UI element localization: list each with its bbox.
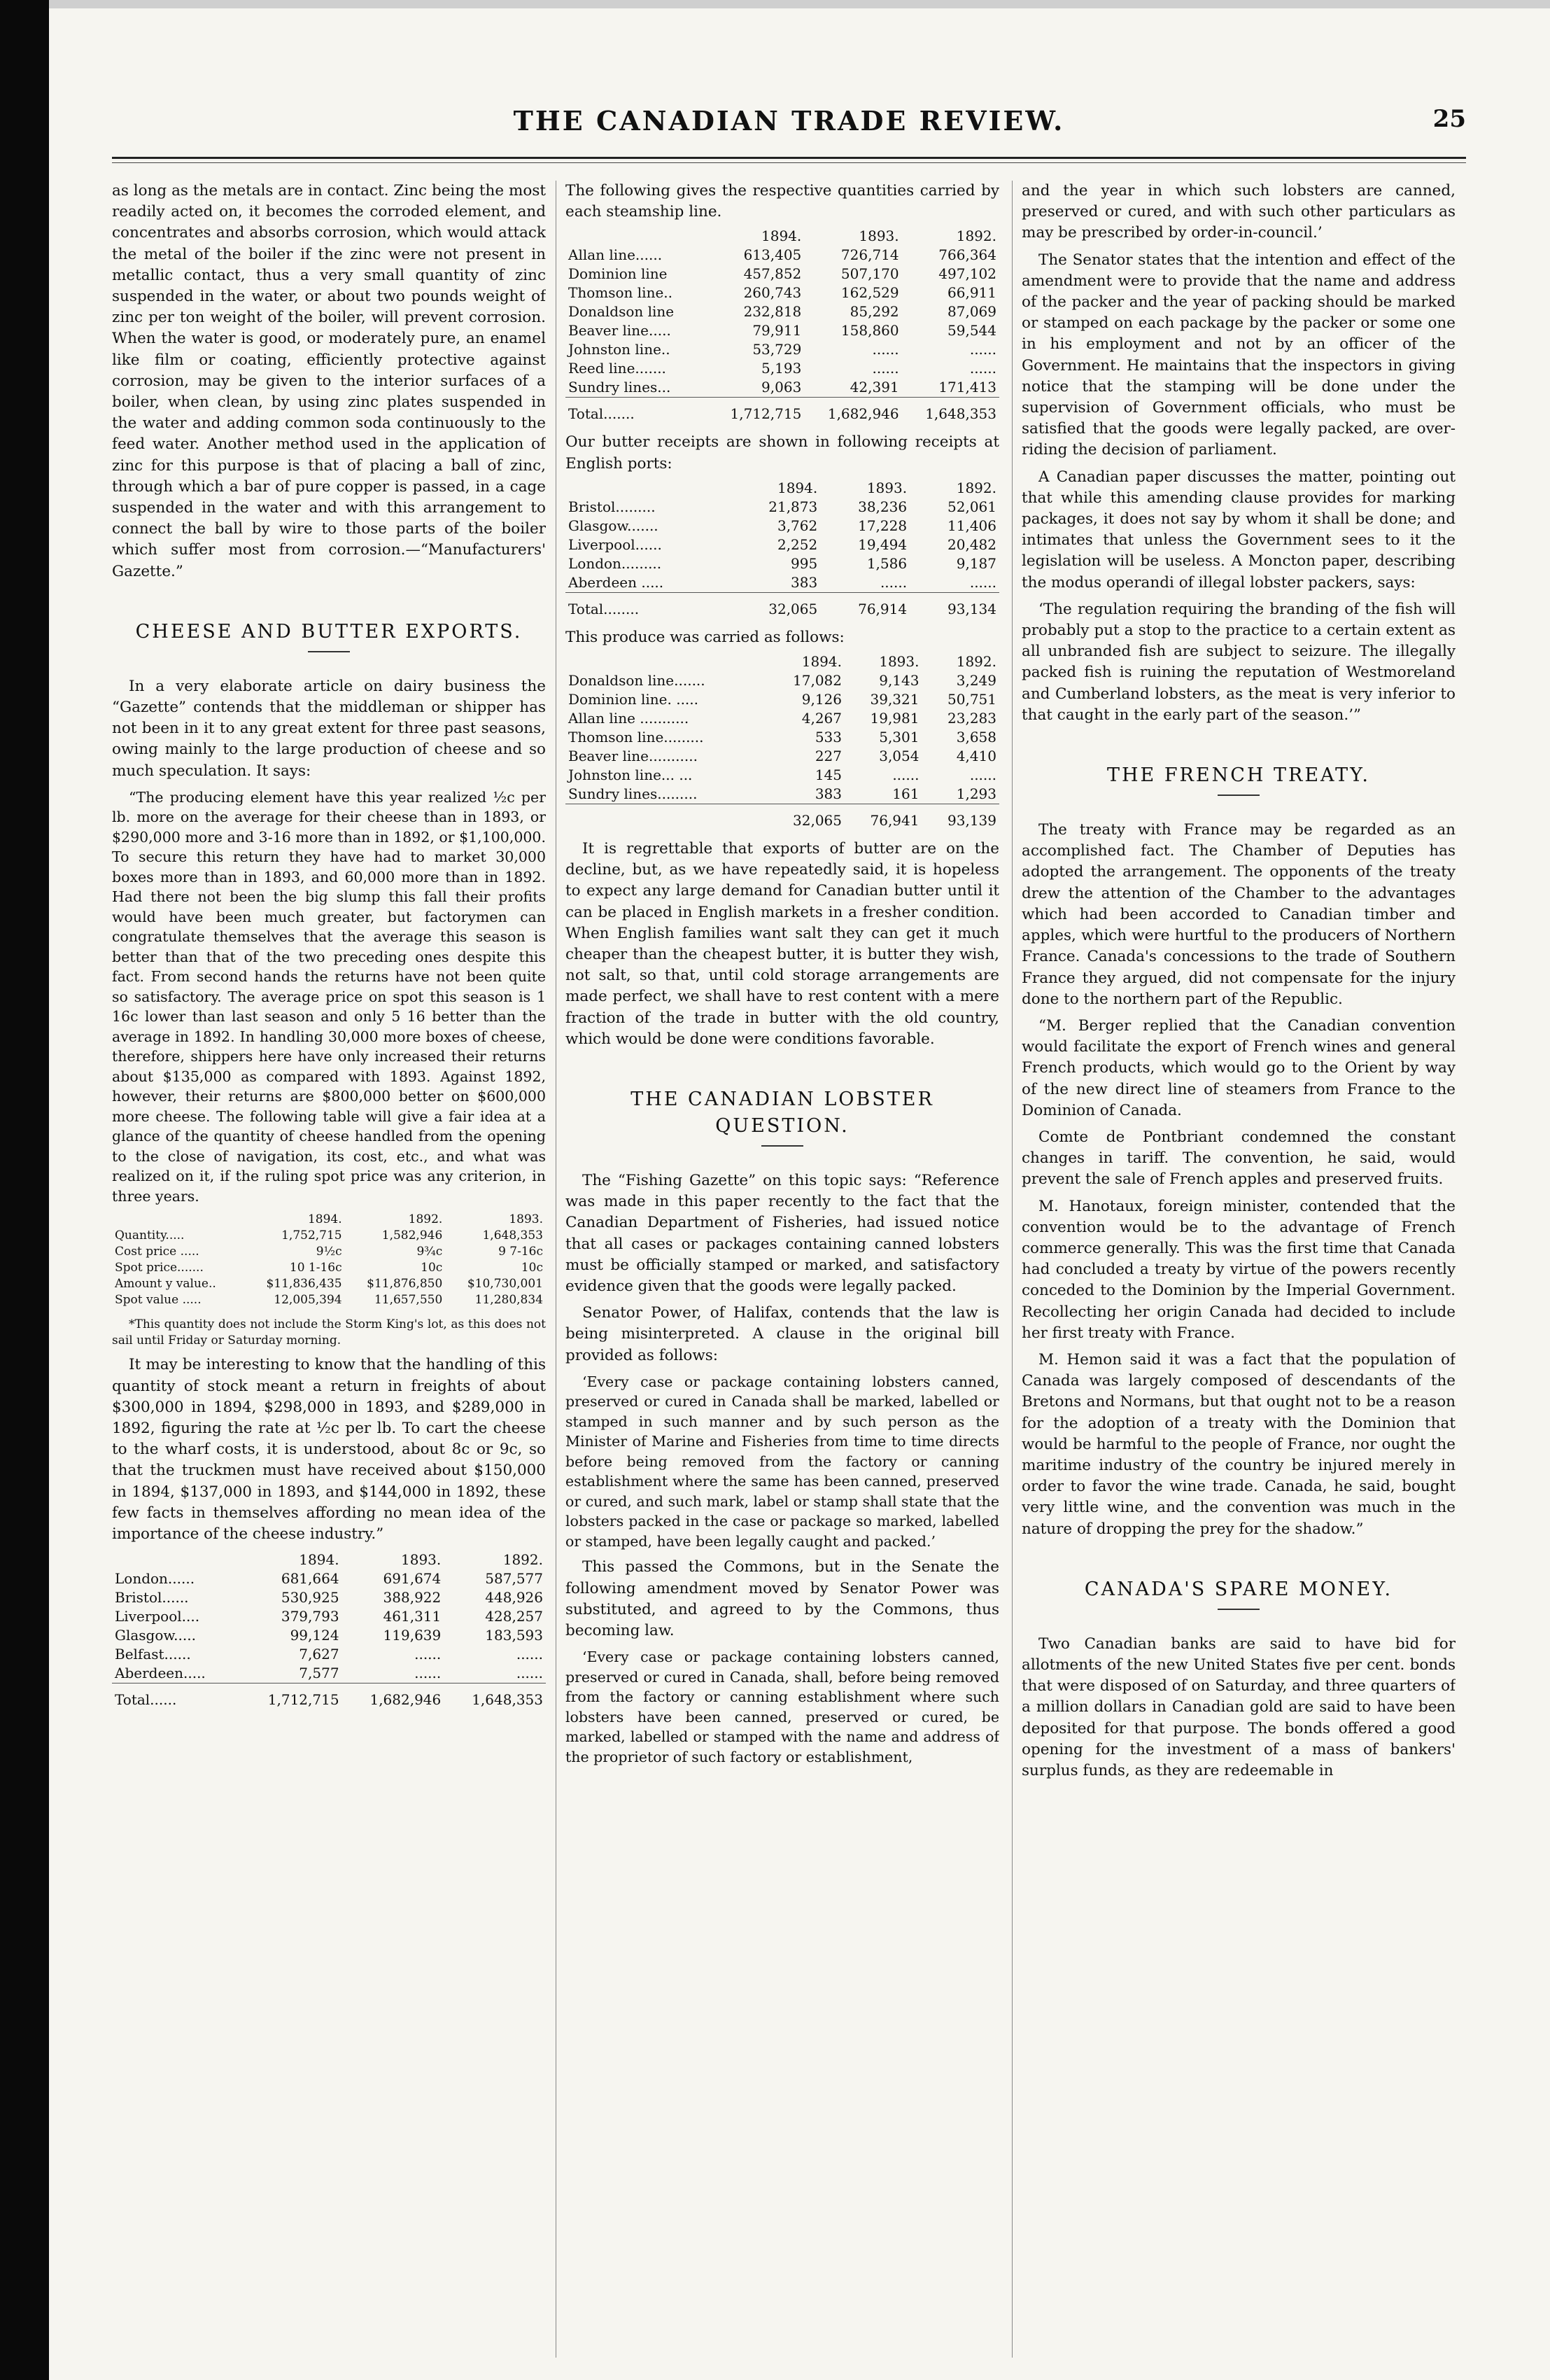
table-row: Spot value ..... 12,005,394 11,657,550 11,280,834 xyxy=(115,1293,543,1308)
table-row: Dominion line. ..... 9,126 39,321 50,751 xyxy=(568,691,996,708)
lobster-headline: THE CANADIAN LOBSTER QUESTION. xyxy=(630,1088,934,1138)
steamship-cheese-table xyxy=(565,227,999,424)
table-row: Johnston line.. 53,729 ...... ...... xyxy=(568,341,996,358)
scan-border xyxy=(0,0,49,2380)
cheese-paragraph: In a very elaborate article on dairy business the “Gazette” contends that the middleman or shipper has not been in it to any great extent for three past seasons, owing mainly to the large production of cheese and so much speculation. It says: xyxy=(112,677,546,780)
headline-dash xyxy=(761,1145,803,1147)
page-title: THE CANADIAN TRADE REVIEW. xyxy=(513,105,1065,136)
table-total-row: 32,065 76,941 93,139 xyxy=(565,804,999,831)
french-treaty-headline: THE FRENCH TREATY. xyxy=(1106,764,1371,787)
table-row: Sundry lines... 9,063 42,391 171,413 xyxy=(568,379,996,396)
table-total-row: Total....... 1,712,715 1,682,946 1,648,353 xyxy=(565,398,999,424)
table-row: Bristol......... 21,873 38,236 52,061 xyxy=(568,498,996,515)
cheese-ports-table xyxy=(112,1550,546,1709)
spare-money-paragraph: Two Canadian banks are said to have bid for allotments of the new United States five per cent. bonds that were disposed of on Saturday, and three quarters of a million dollars in Canadian gold are said to have been deposited for that purpose. The bonds offered a good opening for the investment of a mass of bankers' surplus funds, as they are redeemable in xyxy=(1022,1634,1456,1779)
column-3 xyxy=(1022,181,1456,2358)
treaty-paragraph: Comte de Pontbriant condemned the constant changes in tariff. The convention, he said, would prevent the sale of French apples and preserved fruits. xyxy=(1022,1128,1456,1189)
butter-intro: Our butter receipts are shown in following receipts at English ports: xyxy=(565,433,999,472)
lobster-paragraph: The Senator states that the intention and effect of the amendment were to provide that the name and address of the packer and the year of packing should be marked or stamped on each package by the packer or some one in his employment and not by an officer of the Government. He maintains that the inspectors in giving notice that the stamping will be done under the supervision of Government officials, who must be satisfied that the goods were legally packed, are over-riding the decision of parliament. xyxy=(1022,251,1456,459)
table-row: Johnston line... ... 145 ...... ...... xyxy=(568,766,996,784)
page-number: 25 xyxy=(1432,105,1466,133)
table-row: Quantity..... 1,752,715 1,582,946 1,648,353 xyxy=(115,1228,543,1243)
butter-paragraph: It is regrettable that exports of butter are on the decline, but, as we have repeatedly said, it is hopeless to expect any large demand for Canadian butter until it can be placed in English markets in a fresher condition. When English families want salt they can get it much cheaper than the cheapest butter, it is butter they wish, not salt, so that, until cold storage arrangements are made perfect, we shall have to rest content with a mere fraction of the trade in butter with the old country, which would be done were conditions favorable. xyxy=(565,840,999,1048)
lobster-paragraph: ‘Every case or package containing lobsters canned, preserved or cured in Canada, shall, before being removed from the factory or canning establishment where such lobsters have been canned, preserved or cured, be marked, labelled or stamped with the name and address of the proprietor of such factory or establishment, xyxy=(565,1648,999,1765)
headline-dash xyxy=(1218,1609,1260,1610)
header-rule xyxy=(112,157,1466,159)
table-row: Cost price ..... 9½c 9¾c 9 7-16c xyxy=(115,1245,543,1259)
table-row: Spot price....... 10 1-16c 10c 10c xyxy=(115,1261,543,1275)
table-row: Allan line ........... 4,267 19,981 23,283 xyxy=(568,710,996,727)
header-rule-thin xyxy=(112,162,1466,163)
lobster-paragraph: A Canadian paper discusses the matter, pointing out that while this amending clause provides for marking packages, it does not say by whom it shall be done; and intimates that unless the Government sees to it the legislation will be useless. A Moncton paper, describing the modus operandi of illegal lobster packers, says: xyxy=(1022,468,1456,592)
table-row: Beaver line..... 79,911 158,860 59,544 xyxy=(568,322,996,340)
scan-top-edge xyxy=(49,0,1550,8)
column-2 xyxy=(565,181,999,2358)
table-row: Dominion line 457,852 507,170 497,102 xyxy=(568,265,996,283)
table-row: Thomson line......... 533 5,301 3,658 xyxy=(568,729,996,746)
treaty-paragraph: M. Hanotaux, foreign minister, contended that the convention would be to the advantage of French commerce generally. This was the first time that Canada had concluded a treaty by virtue of the powers recently conceded to the Dominion by the Imperial Government. Recollecting her origin Canada had decided to include her first treaty with France. xyxy=(1022,1197,1456,1342)
table-row: Aberdeen ..... 383 ...... ...... xyxy=(568,573,996,591)
headline-dash xyxy=(308,651,350,652)
table-row: Donaldson line 232,818 85,292 87,069 xyxy=(568,303,996,321)
treaty-paragraph: The treaty with France may be regarded as an accomplished fact. The Chamber of Deputies has adopted the arrangement. The opponents of the treaty drew the attention of the Chamber to the advantages which had been accorded to Canadian timber and apples, which were hurtful to the producers of Northern France. Canada's concessions to the trade of Southern France they argued, did not compensate for the injury done to the northern part of the Republic. xyxy=(1022,821,1456,1008)
table-header-row: 1894. 1893. 1892. xyxy=(801,653,996,671)
lobster-paragraph: ‘The regulation requiring the branding of the fish will probably put a stop to the practice to a certain extent as all unbranded fish are subject to seizure. The illegally packed fish is ruining the reputation of Westmoreland and Cumberland lobsters, as the meat is very inferior to that caught in the early part of the season.’” xyxy=(1022,600,1456,724)
lobster-paragraph: The “Fishing Gazette” on this topic says: “Reference was made in this paper recently to the fact that the Canadian Department of Fisheries, had issued notice that all cases or packages containing canned lobsters must be officially stamped or marked, and satisfactory evidence given that the goods were legally packed. xyxy=(565,1172,999,1296)
treaty-paragraph: M. Hemon said it was a fact that the population of Canada was largely composed of descendants of the Bretons and Normans, but that ought not to be a reason for the adoption of a treaty with the Dominion that would be harmful to the people of France, nor ought the maritime industry of the country be injured merely in order to favor the wine trade. Canada, he said, bought very little wine, and the convention was much in the nature of dropping the prey for the shadow.” xyxy=(1022,1350,1456,1538)
table-footnote: *This quantity does not include the Storm King's lot, as this does not sail until Friday or Saturday morning. xyxy=(112,1317,546,1348)
zinc-paragraph: as long as the metals are in contact. Zinc being the most readily acted on, it becomes the corroded element, and concentrates and absorbs corrosion, which would attack the metal of the boiler if the zinc were not present in metallic contact, thus a very small quantity of zinc suspended in the water, or about two pounds weight of zinc per ton weight of the boiler, will prevent corrosion. When the water is good, or moderately pure, an enamel like film or coating, efficiently protective against corrosion, may be given to the interior surfaces of a boiler, when clean, by using zinc plates suspended in the water and adding common soda continuously to the feed water. Another method used in the application of zinc for this purpose is that of placing a ball of zinc, through which a bar of pure copper is passed, in a cage suspended in the water and with this arrangement to connect the ball by wire to those parts of the boiler which suffer most from corrosion.—“Manufacturers' Gazette.” xyxy=(112,182,546,580)
table-row: Aberdeen..... 7,577 ...... ...... xyxy=(115,1665,543,1682)
column-1 xyxy=(112,181,546,2358)
butter-lines-table xyxy=(565,652,999,830)
butter-ports-table xyxy=(565,479,999,619)
steamship-intro: The following gives the respective quantities carried by each steamship line. xyxy=(565,182,999,221)
table-row: Reed line....... 5,193 ...... ...... xyxy=(568,360,996,377)
spare-money-headline: CANADA'S SPARE MONEY. xyxy=(1084,1578,1393,1600)
butter-carried-intro: This produce was carried as follows: xyxy=(565,628,845,646)
page-header xyxy=(112,98,1466,154)
table-row: Glasgow..... 99,124 119,639 183,593 xyxy=(115,1627,543,1644)
table-row: Bristol...... 530,925 388,922 448,926 xyxy=(115,1589,543,1606)
table-row: Glasgow....... 3,762 17,228 11,406 xyxy=(568,517,996,534)
table-header-row: 1894. 1892. 1893. xyxy=(307,1212,543,1227)
table-row: Liverpool.... 379,793 461,311 428,257 xyxy=(115,1608,543,1625)
headline-dash xyxy=(1218,794,1260,796)
table-row: Beaver line........... 227 3,054 4,410 xyxy=(568,748,996,765)
table-row: Amount y value.. $11,836,435 $11,876,850 $10,730,001 xyxy=(115,1277,543,1292)
table-row: Liverpool...... 2,252 19,494 20,482 xyxy=(568,536,996,553)
table-row: Donaldson line....... 17,082 9,143 3,249 xyxy=(568,672,996,690)
cheese-value-table xyxy=(112,1212,546,1308)
table-header-row: 1894. 1893. 1892. xyxy=(761,227,996,245)
table-row: London......... 995 1,586 9,187 xyxy=(568,554,996,572)
table-total-row: Total........ 32,065 76,914 93,134 xyxy=(565,592,999,619)
columns xyxy=(112,181,1466,2358)
table-total-row: Total...... 1,712,715 1,682,946 1,648,353 xyxy=(112,1684,546,1710)
table-row: Belfast...... 7,627 ...... ...... xyxy=(115,1646,543,1663)
lobster-paragraph: ‘Every case or package containing lobsters canned, preserved or cured in Canada shall be marked, labelled or stamped in such manner and by such person as the Minister of Marine and Fisheries from time to time directs before being removed from the factory or canning establishment where the same has been canned, preserved or cured, and such mark, label or stamp shall state that the lobsters packed in the case or package so marked, labelled or stamped, have been legally caught and packed.’ xyxy=(565,1373,999,1550)
lobster-paragraph: and the year in which such lobsters are canned, preserved or cured, and with such other particulars as may be prescribed by order-in-council.’ xyxy=(1022,182,1456,242)
lobster-paragraph: Senator Power, of Halifax, contends that the law is being misinterpreted. A clause in the original bill provided as follows: xyxy=(565,1304,999,1364)
table-row: Thomson line.. 260,743 162,529 66,911 xyxy=(568,284,996,302)
treaty-paragraph: “M. Berger replied that the Canadian convention would facilitate the export of French wines and general French products, which would go to the Orient by way of the new direct line of steamers from France to the Dominion of Canada. xyxy=(1022,1016,1456,1119)
column-divider xyxy=(1012,181,1013,2358)
lobster-paragraph: This passed the Commons, but in the Senate the following amendment moved by Senator Power was substituted, and agreed to by the Commons, thus becoming law. xyxy=(565,1558,999,1639)
cheese-quote-paragraph: “The producing element have this year realized ½c per lb. more on the average for their cheese than in 1893, or $290,000 more and 3-16 more than in 1892, or $1,100,000. To secure this return they have had to market 30,000 boxes more than in 1893, and 60,000 more than in 1892. Had there not been the big slump this fall their profits would have been much greater, but factorymen can congratulate themselves that the average this season is better than that of the two preceding ones despite this fact. From second hands the returns have not been quite so satisfactory. The average price on spot this season is 1 16c lower than last season and only 5 16 better than the average in 1892. In handling 30,000 more boxes of cheese, therefore, shippers here have only increased their returns about $135,000 as compared with 1893. Against 1892, however, their returns are $800,000 better on $600,000 more cheese. The following table will give a fair idea at a glance of the quantity of cheese handled from the opening to the close of navigation, its cost, etc., and what was realized on it, if the ruling spot price was any criterion, in three years. xyxy=(112,788,546,1205)
table-row: London...... 681,664 691,674 587,577 xyxy=(115,1570,543,1588)
table-header-row: 1894. 1893. 1892. xyxy=(299,1551,543,1569)
freight-paragraph: It may be interesting to know that the handling of this quantity of stock meant a return in freights of about $300,000 in 1894, $298,000 in 1893, and $289,000 in 1892, figuring the rate at ½c per lb. To cart the cheese to the wharf costs, it is understood, about 8c or 9c, so that the truckmen must have received about $150,000 in 1894, $137,000 in 1893, and $144,000 in 1892, these few facts in themselves affording no mean idea of the importance of the cheese industry.” xyxy=(112,1356,546,1543)
cheese-butter-headline: CHEESE AND BUTTER EXPORTS. xyxy=(135,620,523,643)
table-header-row: 1894. 1893. 1892. xyxy=(777,479,996,496)
table-row: Allan line...... 613,405 726,714 766,364 xyxy=(568,246,996,264)
newspaper-page xyxy=(112,98,1466,2359)
table-row: Sundry lines......... 383 161 1,293 xyxy=(568,785,996,803)
